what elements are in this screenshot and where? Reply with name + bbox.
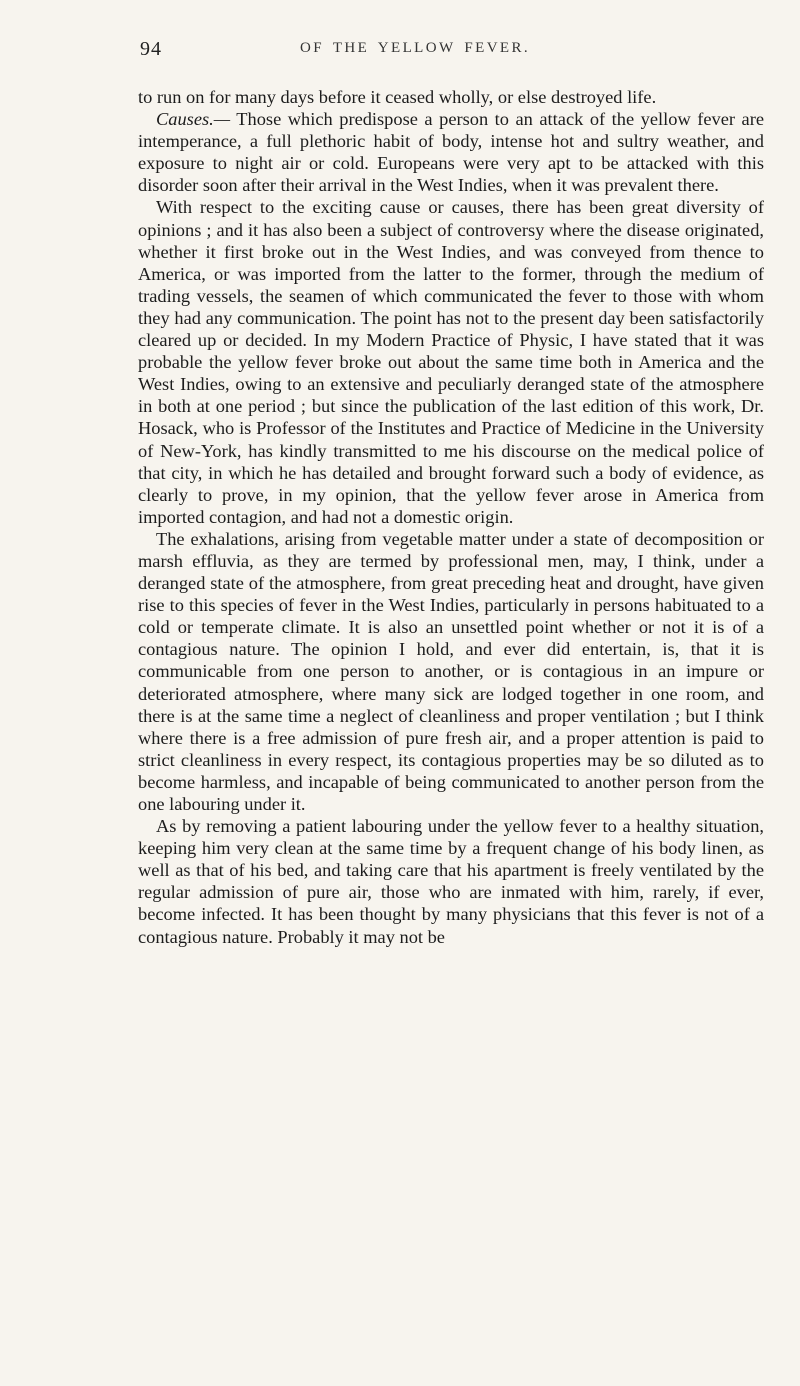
- running-head: OF THE YELLOW FEVER.: [300, 40, 531, 56]
- body-text: [138, 86, 764, 948]
- paragraph-text: With respect to the exciting cause or causes, there has been great diversity of opinions ; and it has also been a subject of controversy where the disease originated, whether it first broke out in the West Indies, and was conveyed from thence to America, or was imported from the latter to the former, through the medium of trading vessels, the seamen of which communicated the fever to those with whom they had any communication. The point has not to the present day been satisfactorily cleared up or decided. In my Modern Practice of Physic, I have stated that it was probable the yellow fever broke out about the same time both in America and the West Indies, owing to an extensive and peculiarly deranged state of the atmosphere in both at one period ; but since the publication of the last edition of this work, Dr. Hosack, who is Professor of the Institutes and Practice of Medicine in the University of New-York, has kindly transmitted to me his discourse on the medical police of that city, in which he has detailed and brought forward such a body of evidence, as clearly to prove, in my opinion, that the yellow fever arose in America from imported contagion, and had not a domestic origin.: [138, 197, 764, 527]
- paragraph-exciting-causes: [138, 196, 764, 527]
- paragraph-text: Those which predispose a person to an attack of the yellow fever are intemperance, a full plethoric habit of body, intense hot and sultry weather, and exposure to night air or cold. Europeans were very apt to be attacked with this disorder soon after their arrival in the West Indies, when it was prevalent there.: [138, 109, 765, 196]
- paragraph-exhalations: [138, 528, 764, 815]
- paragraph-causes: [138, 108, 764, 196]
- paragraph-text: to run on for many days before it ceased wholly, or else destroyed life.: [138, 87, 657, 107]
- paragraph-removing-patient: [138, 815, 764, 948]
- page-header: [140, 38, 760, 62]
- paragraph-text: The exhalations, arising from vegetable matter under a state of decomposition or marsh effluvia, as they are termed by professional men, may, I think, under a deranged state of the atmosphere, from great preceding heat and drought, have given rise to this species of fever in the West Indies, particularly in persons habituated to a cold or temperate climate. It is also an unsettled point whether or not it is of a contagious nature. The opinion I hold, and ever did entertain, is, that it is communicable from one person to another, or is contagious in an impure or deteriorated atmosphere, where many sick are lodged together in one room, and there is at the same time a neglect of cleanliness and proper ventilation ; but I think where there is a free admission of pure fresh air, and a proper attention is paid to strict cleanliness in every respect, its contagious properties may be so diluted as to become harmless, and incapable of being communicated to another person from the one labouring under it.: [138, 528, 764, 814]
- page-number: 94: [140, 38, 162, 60]
- section-heading-causes: Causes.—: [156, 109, 231, 130]
- paragraph-continuation: [138, 86, 764, 108]
- paragraph-text: As by removing a patient labouring under the yellow fever to a healthy situation, keeping him very clean at the same time by a frequent change of his body linen, as well as that of his bed, and taking care that his apartment is freely ventilated by the regular admission of pure air, those who are inmated with him, rarely, if ever, become infected. It has been thought by many physicians that this fever is not of a contagious nature. Probably it may not be: [138, 816, 764, 947]
